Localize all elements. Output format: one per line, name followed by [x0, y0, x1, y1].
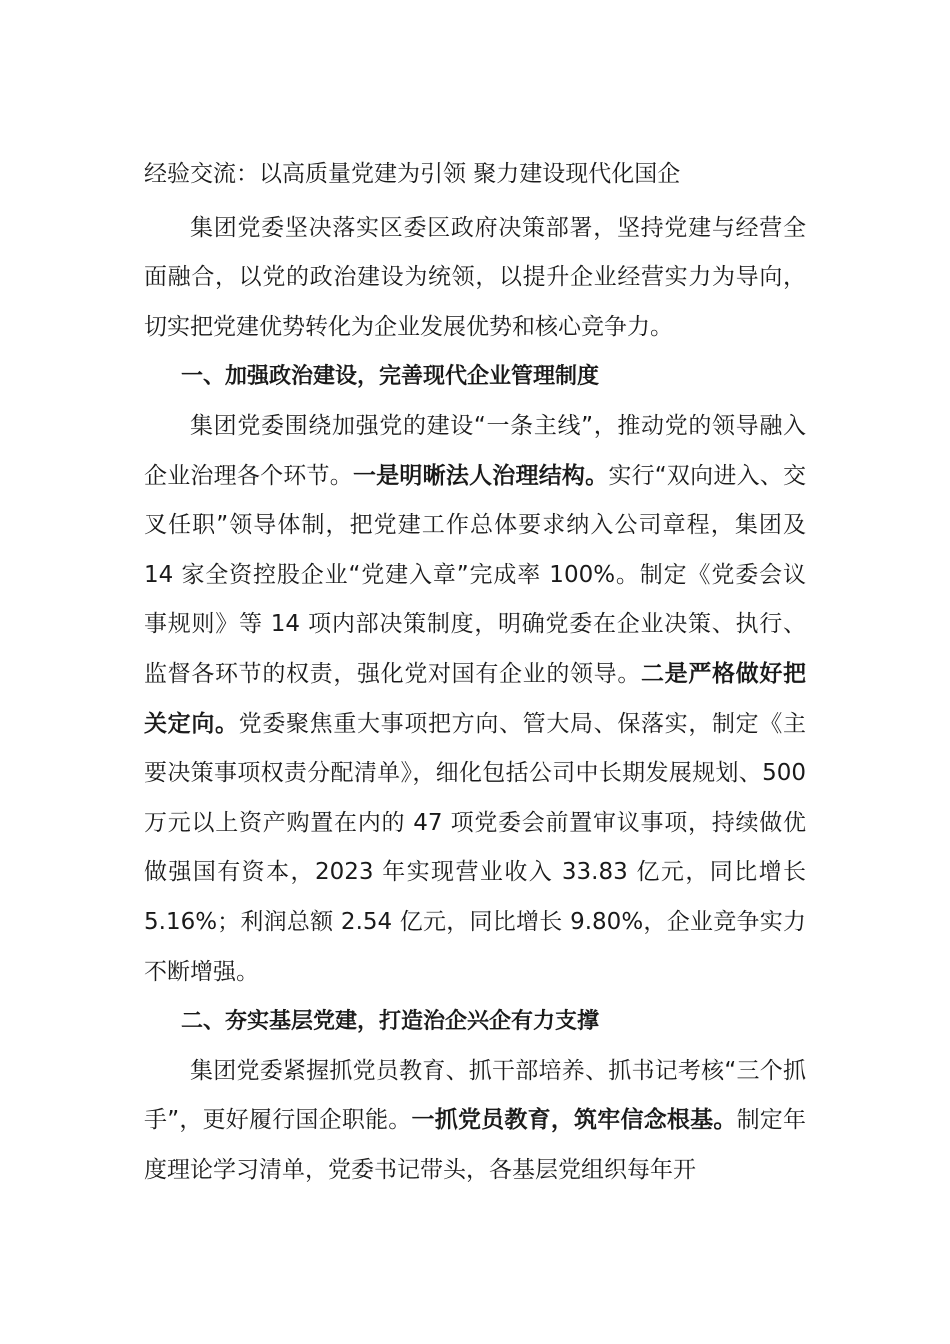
section-2-text-c: 制定年度理论学习清单，党委书记带头，各基层党组织每年开: [144, 1107, 807, 1183]
section-1-heading: 一、加强政治建设，完善现代企业管理制度: [181, 364, 600, 390]
section-2-paragraph: [144, 1047, 806, 1196]
section-2-heading: 二、夯实基层党建，打造治企兴企有力支撑: [181, 1009, 600, 1035]
document-title: 经验交流：以高质量党建为引领 聚力建设现代化国企: [144, 161, 681, 187]
section-1-text-c: 实行“双向进入、交叉任职”领导体制，把党建工作总体要求纳入公司章程，集团及 14 家全资控股企业“党建入章”完成率 100%。制定《党委会议事规则》等 14 项内部决策制度，明确党委在企业决策、执行、监督各环节的权责，强化党对国有企业的领导。: [144, 462, 807, 687]
section-1-text-a: 集团党委围绕加强党的建设“一条主线”，推动党的领导融入企业治理各个环节。: [144, 412, 806, 489]
document-body: [144, 150, 806, 1195]
section-1-paragraph: [144, 402, 806, 997]
section-1-text-e: 党委聚焦重大事项把方向、管大局、保落实，制定《主要决策事项权责分配清单》，细化包括公司中长期发展规划、500 万元以上资产购置在内的 47 项党委会前置审议事项，持续做优做强国有资本，2023 年实现营业收入 33.83 亿元，同比增长 5.16%；利润总额 2.54 亿元，同比增长 9.80%，企业竞争实力不断增强。: [144, 710, 807, 985]
section-2-text-a: 集团党委紧握抓党员教育、抓干部培养、抓书记考核“三个抓手”，更好履行国企职能。: [144, 1057, 806, 1134]
intro-paragraph: 集团党委坚决落实区委区政府决策部署，坚持党建与经营全面融合，以党的政治建设为统领，以提升企业经营实力为导向，切实把党建优势转化为企业发展优势和核心竞争力。: [144, 214, 806, 340]
section-2-bold-point-1: 一抓党员教育，筑牢信念根基。: [411, 1107, 737, 1134]
section-1-bold-point-1: 一是明晰法人治理结构。: [352, 462, 609, 489]
section-1-bold-point-2: 二是严格做好把关定向。: [144, 660, 807, 737]
